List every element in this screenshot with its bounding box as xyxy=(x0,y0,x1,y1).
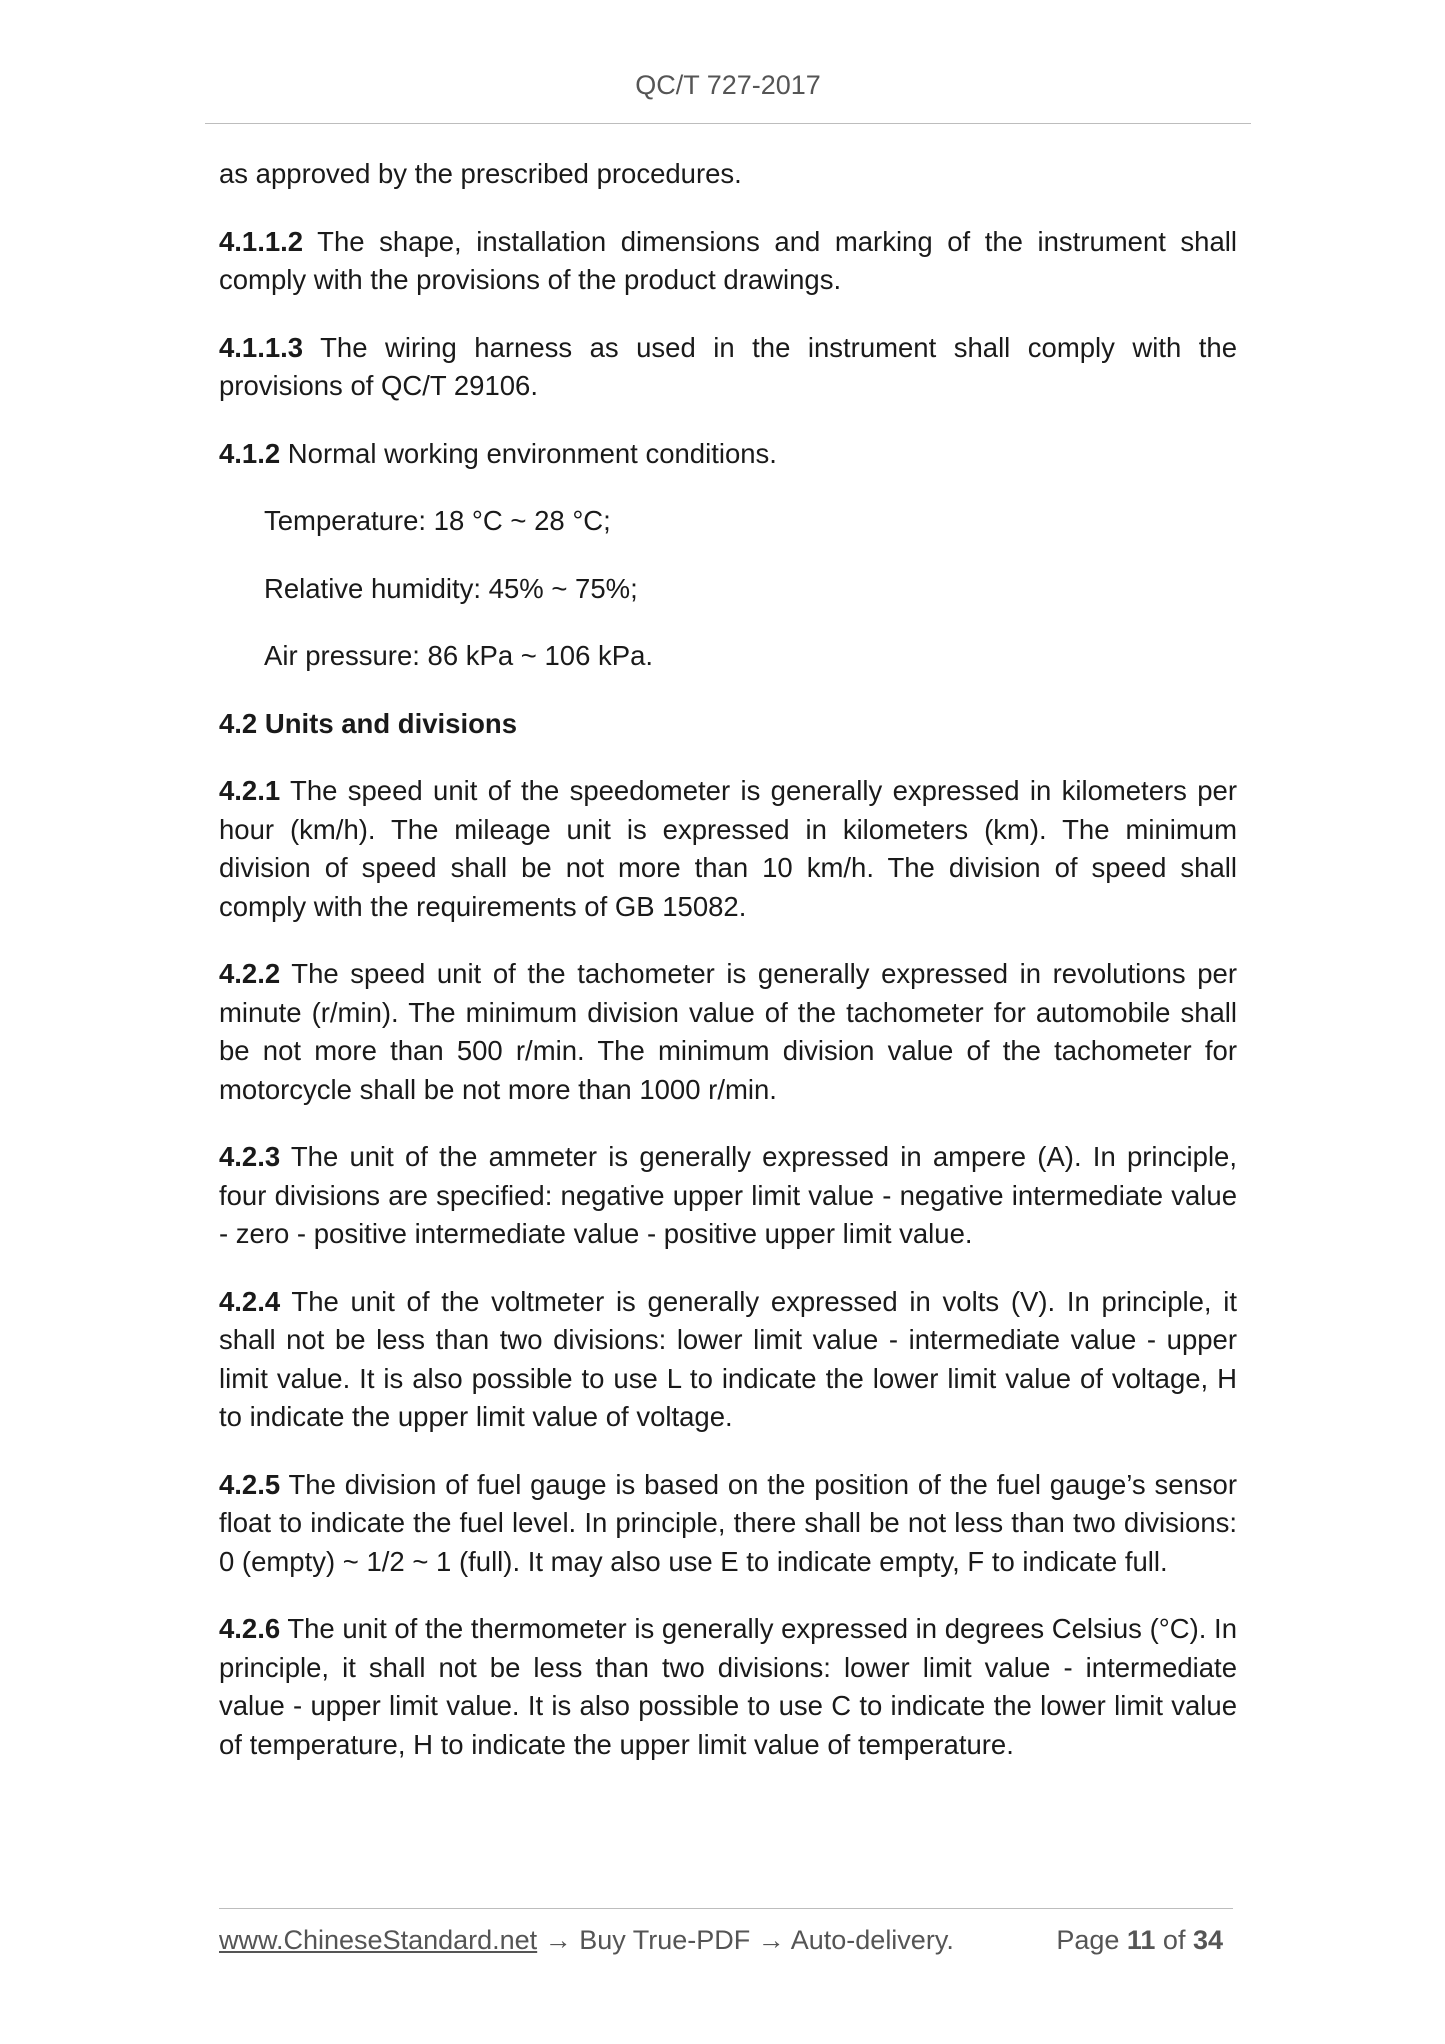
current-page: 11 xyxy=(1126,1925,1156,1955)
clause-text: The unit of the ammeter is generally expressed in ampere (A). In principle, four divisions are specified: negative upper limit value - negative intermediate value - zero - positive intermediate value - positive upper limit value. xyxy=(219,1141,1237,1249)
condition-temperature: Temperature: 18 °C ~ 28 °C; xyxy=(264,505,611,536)
clause-4-2-5 xyxy=(219,1466,1237,1582)
clause-4-2-6 xyxy=(219,1610,1237,1764)
clause-text: The speed unit of the tachometer is generally expressed in revolutions per minute (r/min). The minimum division value of the tachometer for automobile shall be not more than 500 r/min. The minimum division value of the tachometer for motorcycle shall be not more than 1000 r/min. xyxy=(219,958,1237,1105)
clause-number: 4.2.2 xyxy=(219,958,281,989)
clause-number: 4.2.4 xyxy=(219,1285,281,1317)
clause-4-1-1-2 xyxy=(219,223,1237,300)
clause-text: The speed unit of the speedometer is generally expressed in kilometers per hour (km/h). The mileage unit is expressed in kilometers (km). The minimum division of speed shall be not more than 10 km/h. The division of speed shall comply with the requirements of GB 15082. xyxy=(219,775,1237,922)
header-divider xyxy=(205,123,1251,124)
section-heading-4-2: 4.2 Units and divisions xyxy=(219,707,517,739)
clause-4-2-1 xyxy=(219,772,1237,926)
clause-text: The unit of the thermometer is generally expressed in degrees Celsius (°C). In principle, it shall not be less than two divisions: lower limit value - intermediate value - upper limit value. It is also possible to use C to indicate the lower limit value of temperature, H to indicate the upper limit value of temperature. xyxy=(219,1613,1237,1760)
clause-number: 4.2.3 xyxy=(219,1141,281,1172)
document-body xyxy=(219,155,1237,1793)
page-footer xyxy=(219,1925,1233,1961)
condition-air-pressure: Air pressure: 86 kPa ~ 106 kPa. xyxy=(264,640,654,671)
document-code-header: QC/T 727-2017 xyxy=(635,70,821,100)
clause-4-2-2 xyxy=(219,955,1237,1109)
clause-4-2-4 xyxy=(219,1283,1237,1437)
clause-text: The division of fuel gauge is based on the position of the fuel gauge’s sensor float to indicate the fuel level. In principle, there shall be not less than two divisions: 0 (empty) ~ 1/2 ~ 1 (full). It may also use E to indicate empty, F to indicate full. xyxy=(219,1468,1237,1577)
clause-number: 4.1.2 xyxy=(219,437,281,469)
clause-number: 4.2.6 xyxy=(219,1613,281,1644)
website-link[interactable]: www.ChineseStandard.net xyxy=(219,1925,538,1955)
clause-4-1-2 xyxy=(219,435,1237,474)
condition-humidity: Relative humidity: 45% ~ 75%; xyxy=(264,572,638,604)
footer-divider xyxy=(219,1908,1233,1909)
clause-number: 4.2.5 xyxy=(219,1468,281,1500)
clause-4-2-3 xyxy=(219,1138,1237,1254)
clause-number: 4.2.1 xyxy=(219,775,281,806)
clause-text: The wiring harness as used in the instrument shall comply with the provisions of QC/T 29106. xyxy=(219,331,1237,401)
footer-promo xyxy=(219,1925,954,1956)
clause-4-1-1-3 xyxy=(219,329,1237,406)
footer-tagline: → Buy True-PDF → Auto-delivery. xyxy=(537,1925,954,1955)
clause-text: The unit of the voltmeter is generally expressed in volts (V). In principle, it shall not be less than two divisions: lower limit value - intermediate value - upper limit value. It is also possible to use L to indicate the lower limit value of voltage, H to indicate the upper limit value of voltage. xyxy=(219,1285,1237,1432)
clause-number: 4.1.1.3 xyxy=(219,331,304,363)
paragraph-continuation: as approved by the prescribed procedures. xyxy=(219,158,742,189)
clause-text: Normal working environment conditions. xyxy=(280,437,777,469)
clause-text: The shape, installation dimensions and marking of the instrument shall comply with the provisions of the product drawings. xyxy=(219,225,1237,295)
clause-number: 4.1.1.2 xyxy=(219,225,304,257)
page-number: Page 11 of 34 xyxy=(1056,1925,1223,1955)
total-pages: 34 xyxy=(1192,1925,1223,1955)
